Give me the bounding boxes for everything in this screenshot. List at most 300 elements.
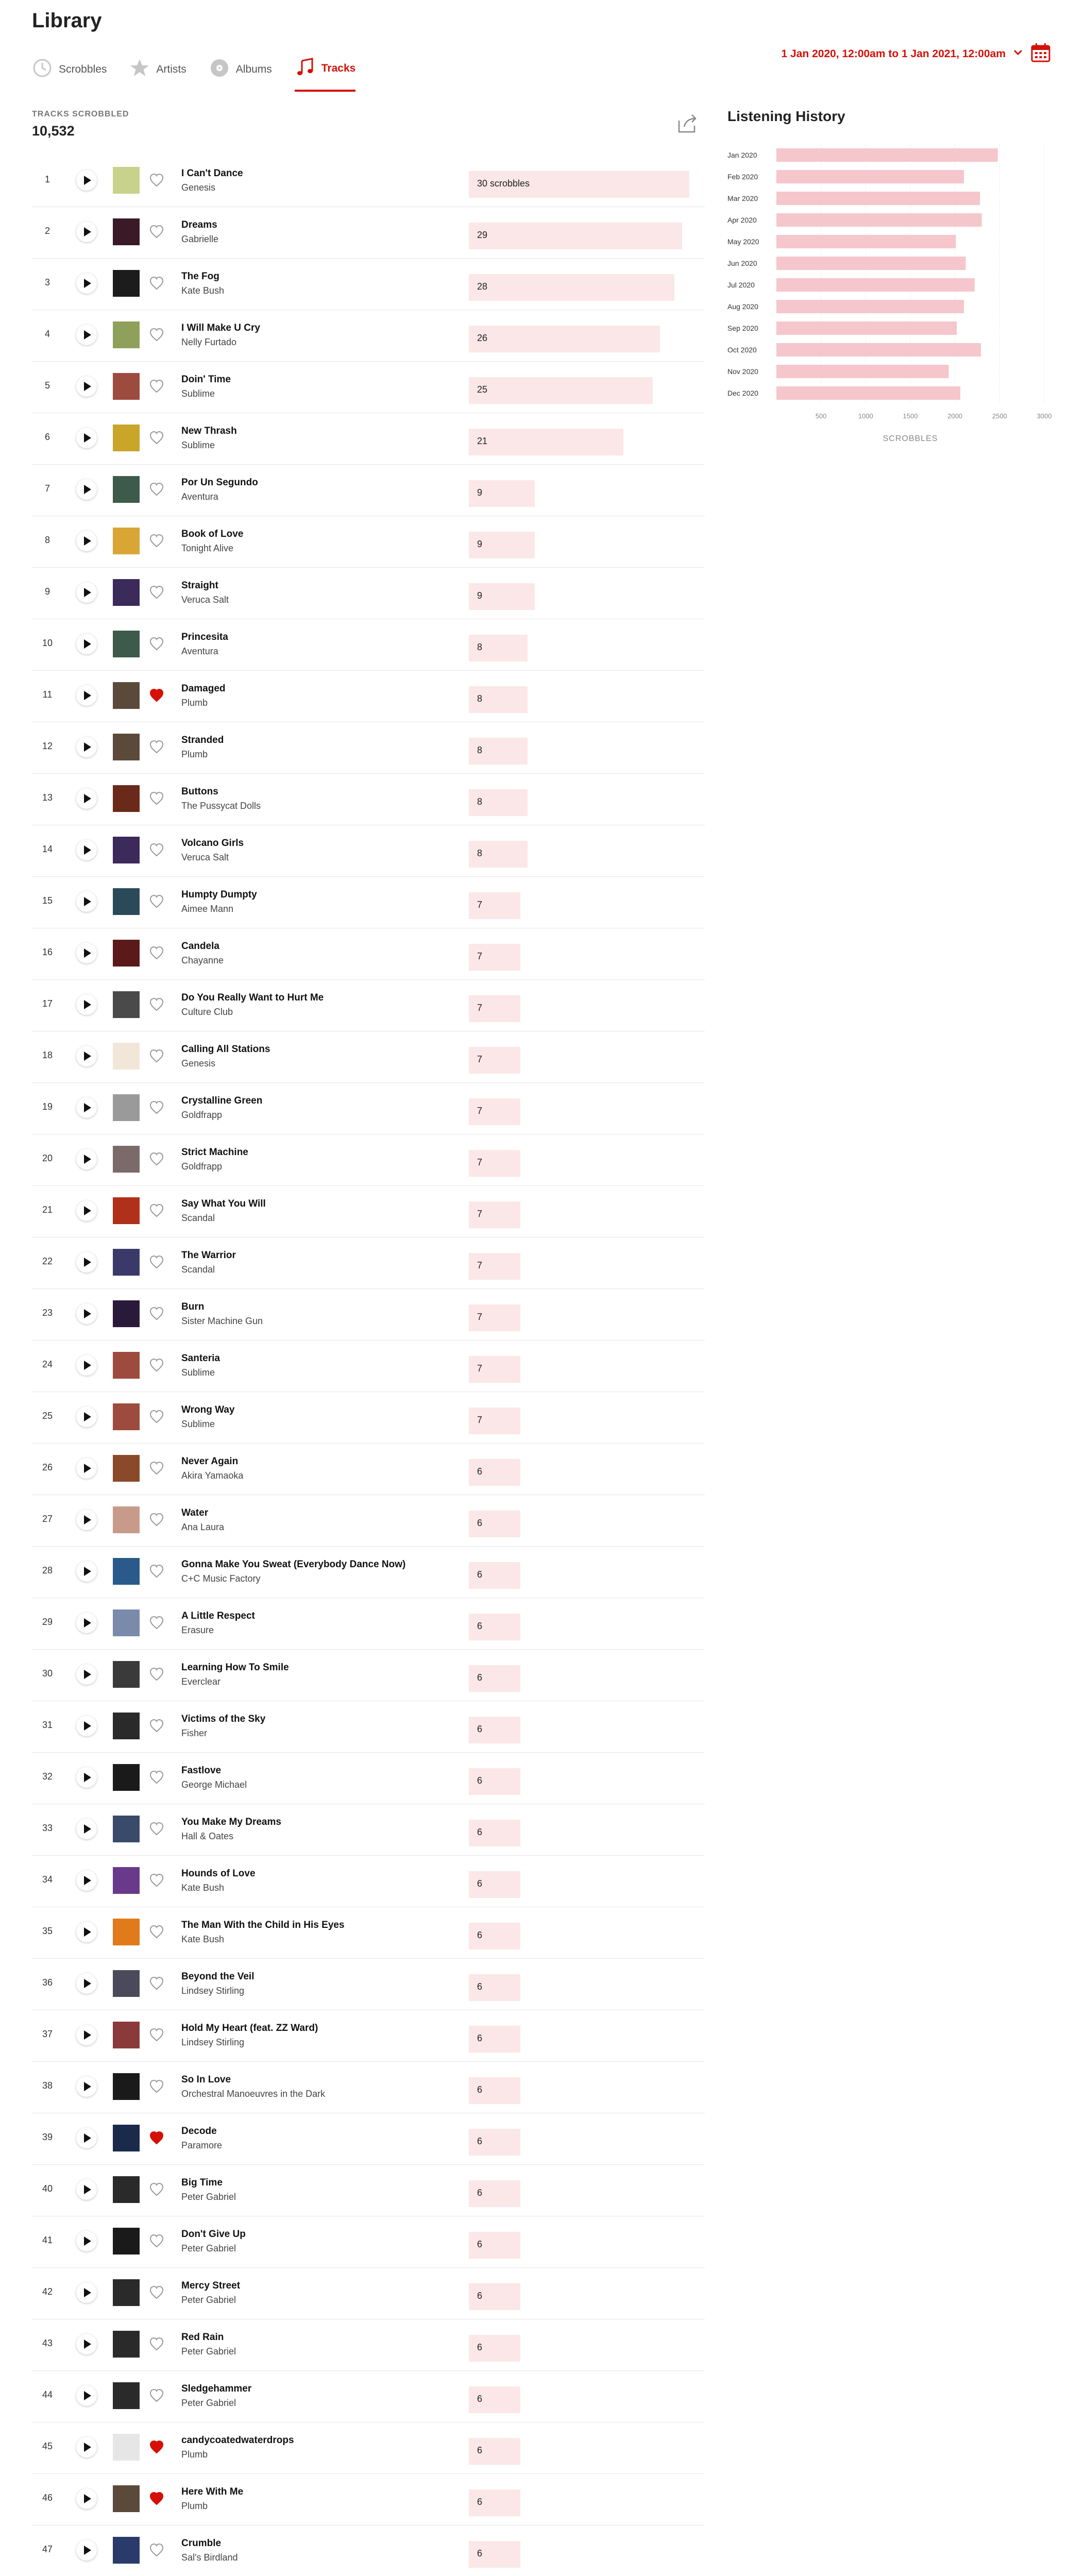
heart-outline-icon[interactable] [149, 379, 164, 394]
play-button[interactable] [76, 2128, 97, 2148]
track-name-link[interactable]: Dreams [181, 219, 217, 230]
scrobble-count-bar[interactable] [469, 1511, 520, 1537]
heart-outline-icon[interactable] [149, 637, 164, 651]
heart-outline-icon[interactable] [149, 173, 164, 188]
heart-outline-icon[interactable] [149, 1770, 164, 1785]
scrobble-count-bar[interactable] [469, 1408, 520, 1434]
album-art[interactable] [113, 682, 140, 709]
tab-albums[interactable] [209, 57, 272, 92]
heart-outline-icon[interactable] [149, 740, 164, 754]
scrobble-count-bar[interactable] [469, 995, 520, 1022]
scrobble-count-bar[interactable] [469, 2026, 520, 2053]
heart-outline-icon[interactable] [149, 1358, 164, 1372]
track-name-link[interactable]: The Man With the Child in His Eyes [181, 1920, 345, 1930]
heart-outline-icon[interactable] [149, 1822, 164, 1836]
scrobble-count-bar[interactable] [469, 2283, 520, 2310]
album-art[interactable] [113, 2279, 140, 2306]
artist-name-link[interactable]: Peter Gabriel [181, 2192, 236, 2202]
scrobble-count-bar[interactable] [469, 429, 623, 455]
artist-name-link[interactable]: Peter Gabriel [181, 2398, 236, 2408]
album-art[interactable] [113, 2073, 140, 2100]
album-art[interactable] [113, 1661, 140, 1688]
play-button[interactable] [76, 1200, 97, 1221]
album-art[interactable] [113, 1506, 140, 1533]
scrobble-count-bar[interactable] [469, 1717, 520, 1743]
scrobble-count-bar[interactable] [469, 1820, 520, 1846]
history-bar[interactable] [776, 386, 960, 400]
scrobble-count-bar[interactable] [469, 171, 689, 198]
heart-filled-icon[interactable] [149, 688, 164, 703]
artist-name-link[interactable]: Lindsey Stirling [181, 2037, 245, 2047]
play-button[interactable] [76, 1252, 97, 1273]
play-button[interactable] [76, 1510, 97, 1530]
heart-outline-icon[interactable] [149, 1255, 164, 1269]
heart-outline-icon[interactable] [149, 1667, 164, 1682]
scrobble-count-bar[interactable] [469, 2541, 520, 2568]
artist-name-link[interactable]: Plumb [181, 2449, 208, 2460]
artist-name-link[interactable]: Plumb [181, 698, 208, 708]
artist-name-link[interactable]: Kate Bush [181, 1883, 225, 1893]
track-name-link[interactable]: Volcano Girls [181, 838, 244, 849]
album-art[interactable] [113, 1094, 140, 1121]
play-button[interactable] [76, 737, 97, 757]
scrobble-count-bar[interactable] [469, 377, 653, 404]
album-art[interactable] [113, 2022, 140, 2048]
track-name-link[interactable]: Hold My Heart (feat. ZZ Ward) [181, 2023, 318, 2033]
heart-outline-icon[interactable] [149, 2337, 164, 2351]
album-art[interactable] [113, 373, 140, 400]
heart-outline-icon[interactable] [149, 2388, 164, 2403]
album-art[interactable] [113, 837, 140, 863]
artist-name-link[interactable]: Sublime [181, 1367, 215, 1378]
album-art[interactable] [113, 167, 140, 194]
play-button[interactable] [76, 1149, 97, 1170]
play-button[interactable] [76, 994, 97, 1015]
track-name-link[interactable]: Sledgehammer [181, 2383, 252, 2394]
scrobble-count-bar[interactable] [469, 2335, 520, 2362]
album-art[interactable] [113, 888, 140, 915]
scrobble-count-bar[interactable] [469, 1974, 520, 2001]
track-name-link[interactable]: Never Again [181, 1456, 239, 1467]
play-button[interactable] [76, 1870, 97, 1891]
album-art[interactable] [113, 1919, 140, 1945]
scrobble-count-bar[interactable] [469, 1459, 520, 1486]
artist-name-link[interactable]: Plumb [181, 2501, 208, 2511]
track-name-link[interactable]: Crumble [181, 2538, 222, 2549]
scrobble-count-bar[interactable] [469, 326, 660, 352]
artist-name-link[interactable]: Paramore [181, 2140, 223, 2150]
artist-name-link[interactable]: Sublime [181, 440, 215, 450]
heart-outline-icon[interactable] [149, 2285, 164, 2300]
track-name-link[interactable]: So In Love [181, 2074, 231, 2085]
album-art[interactable] [113, 2331, 140, 2358]
artist-name-link[interactable]: Fisher [181, 1728, 208, 1738]
album-art[interactable] [113, 2434, 140, 2461]
play-button[interactable] [76, 2540, 97, 2561]
history-bar[interactable] [776, 365, 949, 378]
track-name-link[interactable]: Decode [181, 2126, 217, 2137]
artist-name-link[interactable]: Tonight Alive [181, 543, 234, 553]
artist-name-link[interactable]: Veruca Salt [181, 595, 229, 605]
history-bar[interactable] [776, 192, 980, 205]
play-button[interactable] [76, 1303, 97, 1324]
play-button[interactable] [76, 1973, 97, 1994]
scrobble-count-bar[interactable] [469, 1304, 520, 1331]
artist-name-link[interactable]: Genesis [181, 182, 216, 193]
play-button[interactable] [76, 1767, 97, 1788]
track-name-link[interactable]: Calling All Stations [181, 1044, 270, 1055]
album-art[interactable] [113, 1300, 140, 1327]
track-name-link[interactable]: Crystalline Green [181, 1095, 263, 1106]
play-button[interactable] [76, 1613, 97, 1633]
artist-name-link[interactable]: C+C Music Factory [181, 1573, 261, 1584]
artist-name-link[interactable]: Aimee Mann [181, 904, 234, 914]
heart-outline-icon[interactable] [149, 1410, 164, 1424]
album-art[interactable] [113, 734, 140, 760]
play-button[interactable] [76, 840, 97, 860]
track-name-link[interactable]: Wrong Way [181, 1404, 235, 1415]
play-button[interactable] [76, 788, 97, 809]
track-name-link[interactable]: I Can't Dance [181, 168, 243, 179]
scrobble-count-bar[interactable] [469, 2438, 520, 2465]
scrobble-count-bar[interactable] [469, 1098, 520, 1125]
play-button[interactable] [76, 2076, 97, 2097]
album-art[interactable] [113, 2228, 140, 2255]
album-art[interactable] [113, 940, 140, 967]
artist-name-link[interactable]: Culture Club [181, 1007, 233, 1017]
track-name-link[interactable]: Hounds of Love [181, 1868, 256, 1879]
play-button[interactable] [76, 685, 97, 706]
heart-outline-icon[interactable] [149, 1616, 164, 1630]
heart-outline-icon[interactable] [149, 1925, 164, 1939]
play-button[interactable] [76, 1406, 97, 1427]
heart-outline-icon[interactable] [149, 1513, 164, 1527]
artist-name-link[interactable]: Sublime [181, 388, 215, 399]
track-name-link[interactable]: Victims of the Sky [181, 1714, 266, 1724]
album-art[interactable] [113, 2176, 140, 2203]
scrobble-count-bar[interactable] [469, 2232, 520, 2259]
scrobble-count-bar[interactable] [469, 789, 528, 816]
heart-outline-icon[interactable] [149, 791, 164, 806]
track-name-link[interactable]: Fastlove [181, 1765, 222, 1776]
play-button[interactable] [76, 222, 97, 242]
heart-outline-icon[interactable] [149, 2028, 164, 2042]
scrobble-count-bar[interactable] [469, 1201, 520, 1228]
scrobble-count-bar[interactable] [469, 635, 528, 662]
album-art[interactable] [113, 476, 140, 503]
track-name-link[interactable]: Beyond the Veil [181, 1971, 254, 1982]
album-art[interactable] [113, 1352, 140, 1379]
scrobble-count-bar[interactable] [469, 892, 520, 919]
play-button[interactable] [76, 1046, 97, 1066]
play-button[interactable] [76, 325, 97, 345]
artist-name-link[interactable]: Everclear [181, 1676, 221, 1687]
scrobble-count-bar[interactable] [469, 1047, 520, 1074]
album-art[interactable] [113, 321, 140, 348]
tab-artists[interactable] [129, 57, 186, 92]
heart-outline-icon[interactable] [149, 585, 164, 600]
track-name-link[interactable]: Red Rain [181, 2332, 224, 2343]
play-button[interactable] [76, 1355, 97, 1376]
heart-outline-icon[interactable] [149, 1100, 164, 1115]
scrobble-count-bar[interactable] [469, 223, 682, 249]
heart-outline-icon[interactable] [149, 1307, 164, 1321]
album-art[interactable] [113, 528, 140, 554]
scrobble-count-bar[interactable] [469, 1150, 520, 1177]
artist-name-link[interactable]: George Michael [181, 1780, 247, 1790]
play-button[interactable] [76, 2488, 97, 2509]
track-name-link[interactable]: Don't Give Up [181, 2229, 246, 2240]
heart-outline-icon[interactable] [149, 534, 164, 548]
history-bar[interactable] [776, 343, 981, 357]
album-art[interactable] [113, 631, 140, 657]
album-art[interactable] [113, 1558, 140, 1585]
play-button[interactable] [76, 891, 97, 912]
scrobble-count-bar[interactable] [469, 738, 528, 765]
artist-name-link[interactable]: Lindsey Stirling [181, 1986, 245, 1996]
artist-name-link[interactable]: Akira Yamaoka [181, 1470, 244, 1481]
heart-outline-icon[interactable] [149, 2543, 164, 2557]
artist-name-link[interactable]: Sal's Birdland [181, 2552, 238, 2563]
track-name-link[interactable]: Gonna Make You Sweat (Everybody Dance Now) [181, 1559, 406, 1570]
history-bar[interactable] [776, 257, 965, 270]
artist-name-link[interactable]: Aventura [181, 646, 218, 656]
album-art[interactable] [113, 1970, 140, 1997]
artist-name-link[interactable]: Ana Laura [181, 1522, 225, 1532]
artist-name-link[interactable]: Nelly Furtado [181, 337, 237, 347]
play-button[interactable] [76, 2437, 97, 2458]
date-range-picker[interactable] [782, 42, 1051, 66]
artist-name-link[interactable]: Chayanne [181, 955, 224, 965]
artist-name-link[interactable]: Peter Gabriel [181, 2243, 236, 2253]
track-name-link[interactable]: candycoatedwaterdrops [181, 2435, 294, 2446]
play-button[interactable] [76, 582, 97, 603]
play-button[interactable] [76, 2025, 97, 2045]
track-name-link[interactable]: Mercy Street [181, 2280, 241, 2291]
calendar-icon[interactable] [1030, 42, 1051, 66]
play-button[interactable] [76, 273, 97, 294]
scrobble-count-bar[interactable] [469, 1923, 520, 1950]
scrobble-count-bar[interactable] [469, 686, 528, 713]
album-art[interactable] [113, 1816, 140, 1842]
scrobble-count-bar[interactable] [469, 944, 520, 971]
heart-outline-icon[interactable] [149, 225, 164, 239]
play-button[interactable] [76, 1561, 97, 1582]
history-bar[interactable] [776, 213, 982, 227]
track-name-link[interactable]: Humpty Dumpty [181, 889, 257, 900]
heart-outline-icon[interactable] [149, 1152, 164, 1166]
album-art[interactable] [113, 1146, 140, 1173]
track-name-link[interactable]: I Will Make U Cry [181, 323, 260, 333]
track-name-link[interactable]: Do You Really Want to Hurt Me [181, 992, 324, 1003]
heart-outline-icon[interactable] [149, 276, 164, 291]
play-button[interactable] [76, 2231, 97, 2251]
history-bar[interactable] [776, 235, 956, 248]
scrobble-count-bar[interactable] [469, 2129, 520, 2156]
track-name-link[interactable]: Stranded [181, 735, 224, 745]
album-art[interactable] [113, 1197, 140, 1224]
scrobble-count-bar[interactable] [469, 1253, 520, 1280]
track-name-link[interactable]: Damaged [181, 683, 226, 694]
scrobble-count-bar[interactable] [469, 274, 674, 301]
heart-outline-icon[interactable] [149, 2234, 164, 2248]
artist-name-link[interactable]: Kate Bush [181, 285, 225, 296]
play-button[interactable] [76, 531, 97, 551]
album-art[interactable] [113, 1403, 140, 1430]
play-button[interactable] [76, 1922, 97, 1942]
album-art[interactable] [113, 991, 140, 1018]
heart-outline-icon[interactable] [149, 894, 164, 909]
album-art[interactable] [113, 425, 140, 451]
album-art[interactable] [113, 270, 140, 297]
artist-name-link[interactable]: Peter Gabriel [181, 2346, 236, 2357]
album-art[interactable] [113, 1249, 140, 1276]
artist-name-link[interactable]: Gabrielle [181, 234, 219, 244]
album-art[interactable] [113, 1713, 140, 1739]
share-button[interactable] [675, 111, 700, 136]
history-bar[interactable] [776, 278, 975, 292]
artist-name-link[interactable]: Goldfrapp [181, 1161, 223, 1172]
track-name-link[interactable]: Here With Me [181, 2486, 244, 2497]
scrobble-count-bar[interactable] [469, 2489, 520, 2516]
play-button[interactable] [76, 2179, 97, 2200]
history-bar[interactable] [776, 148, 998, 162]
heart-filled-icon[interactable] [149, 2131, 164, 2145]
heart-outline-icon[interactable] [149, 2079, 164, 2094]
play-button[interactable] [76, 2385, 97, 2406]
artist-name-link[interactable]: The Pussycat Dolls [181, 801, 261, 811]
scrobble-count-bar[interactable] [469, 2077, 520, 2104]
play-button[interactable] [76, 428, 97, 448]
heart-outline-icon[interactable] [149, 946, 164, 960]
play-button[interactable] [76, 170, 97, 191]
play-button[interactable] [76, 1097, 97, 1118]
track-name-link[interactable]: Say What You Will [181, 1198, 266, 1209]
artist-name-link[interactable]: Aventura [181, 492, 218, 502]
album-art[interactable] [113, 785, 140, 812]
heart-outline-icon[interactable] [149, 1049, 164, 1063]
album-art[interactable] [113, 2537, 140, 2564]
play-button[interactable] [76, 1458, 97, 1479]
heart-outline-icon[interactable] [149, 1873, 164, 1888]
artist-name-link[interactable]: Scandal [181, 1213, 215, 1223]
track-name-link[interactable]: Candela [181, 941, 219, 952]
play-button[interactable] [76, 479, 97, 500]
play-button[interactable] [76, 634, 97, 654]
artist-name-link[interactable]: Orchestral Manoeuvres in the Dark [181, 2089, 326, 2099]
heart-outline-icon[interactable] [149, 843, 164, 857]
heart-outline-icon[interactable] [149, 328, 164, 342]
album-art[interactable] [113, 1455, 140, 1482]
track-name-link[interactable]: A Little Respect [181, 1611, 255, 1621]
track-name-link[interactable]: Burn [181, 1301, 205, 1312]
scrobble-count-bar[interactable] [469, 1871, 520, 1898]
scrobble-count-bar[interactable] [469, 1768, 520, 1795]
artist-name-link[interactable]: Goldfrapp [181, 1110, 223, 1120]
tab-tracks[interactable] [295, 57, 356, 92]
play-button[interactable] [76, 943, 97, 963]
heart-outline-icon[interactable] [149, 1976, 164, 1991]
track-name-link[interactable]: Book of Love [181, 529, 244, 539]
track-name-link[interactable]: Water [181, 1507, 209, 1518]
artist-name-link[interactable]: Sister Machine Gun [181, 1316, 263, 1326]
artist-name-link[interactable]: Sublime [181, 1419, 215, 1429]
heart-outline-icon[interactable] [149, 431, 164, 445]
track-name-link[interactable]: The Warrior [181, 1250, 236, 1261]
track-name-link[interactable]: Doin' Time [181, 374, 231, 385]
track-name-link[interactable]: Buttons [181, 786, 218, 797]
track-name-link[interactable]: Straight [181, 580, 218, 591]
scrobble-count-bar[interactable] [469, 480, 535, 507]
track-name-link[interactable]: Santeria [181, 1353, 220, 1364]
play-button[interactable] [76, 2334, 97, 2354]
scrobble-count-bar[interactable] [469, 1356, 520, 1383]
heart-outline-icon[interactable] [149, 2182, 164, 2197]
heart-outline-icon[interactable] [149, 482, 164, 497]
album-art[interactable] [113, 1867, 140, 1894]
artist-name-link[interactable]: Peter Gabriel [181, 2295, 236, 2305]
heart-outline-icon[interactable] [149, 1461, 164, 1476]
track-name-link[interactable]: Big Time [181, 2177, 223, 2188]
artist-name-link[interactable]: Plumb [181, 749, 208, 759]
artist-name-link[interactable]: Veruca Salt [181, 852, 229, 862]
track-name-link[interactable]: Strict Machine [181, 1147, 248, 1158]
album-art[interactable] [113, 2125, 140, 2151]
track-name-link[interactable]: Princesita [181, 632, 228, 642]
artist-name-link[interactable]: Scandal [181, 1264, 215, 1275]
scrobble-count-bar[interactable] [469, 532, 535, 558]
scrobble-count-bar[interactable] [469, 841, 528, 868]
artist-name-link[interactable]: Genesis [181, 1058, 216, 1069]
album-art[interactable] [113, 2382, 140, 2409]
play-button[interactable] [76, 1819, 97, 1839]
album-art[interactable] [113, 1043, 140, 1070]
album-art[interactable] [113, 579, 140, 606]
album-art[interactable] [113, 2485, 140, 2512]
play-button[interactable] [76, 2282, 97, 2303]
heart-outline-icon[interactable] [149, 997, 164, 1012]
scrobble-count-bar[interactable] [469, 1614, 520, 1640]
track-name-link[interactable]: New Thrash [181, 426, 237, 436]
history-bar[interactable] [776, 321, 957, 335]
play-button[interactable] [76, 376, 97, 397]
track-name-link[interactable]: Learning How To Smile [181, 1662, 289, 1673]
scrobble-count-bar[interactable] [469, 583, 535, 610]
track-name-link[interactable]: Por Un Segundo [181, 477, 258, 488]
heart-outline-icon[interactable] [149, 1204, 164, 1218]
scrobble-count-bar[interactable] [469, 2386, 520, 2413]
album-art[interactable] [113, 1764, 140, 1791]
heart-outline-icon[interactable] [149, 1564, 164, 1579]
heart-filled-icon[interactable] [149, 2440, 164, 2454]
history-bar[interactable] [776, 300, 964, 313]
history-bar[interactable] [776, 170, 964, 183]
play-button[interactable] [76, 1664, 97, 1685]
album-art[interactable] [113, 218, 140, 245]
heart-outline-icon[interactable] [149, 1719, 164, 1733]
scrobble-count-bar[interactable] [469, 2180, 520, 2207]
artist-name-link[interactable]: Erasure [181, 1625, 214, 1635]
track-name-link[interactable]: The Fog [181, 271, 219, 282]
scrobble-count-bar[interactable] [469, 1665, 520, 1692]
track-name-link[interactable]: You Make My Dreams [181, 1817, 281, 1827]
album-art[interactable] [113, 1609, 140, 1636]
artist-name-link[interactable]: Hall & Oates [181, 1831, 234, 1841]
scrobble-count-bar[interactable] [469, 1562, 520, 1589]
play-button[interactable] [76, 1716, 97, 1736]
heart-filled-icon[interactable] [149, 2492, 164, 2506]
tab-scrobbles[interactable] [32, 57, 107, 92]
